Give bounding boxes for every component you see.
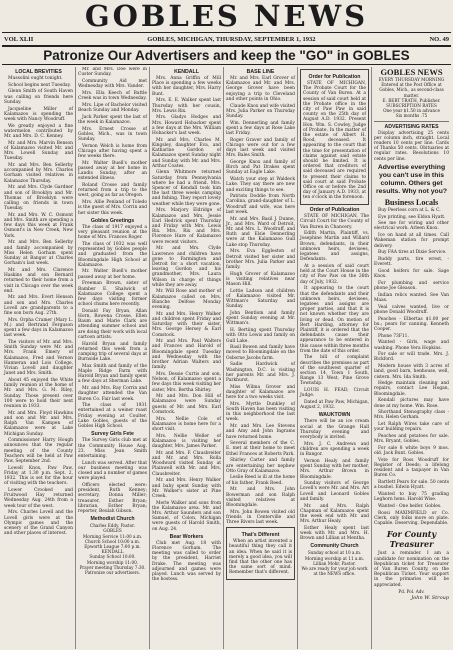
column-2-top-items bbox=[78, 67, 147, 216]
news-item: Mrs. Eva Eggleston of Detroit visited her sister and brother Mrs. Julia Parker and family. bbox=[226, 249, 295, 270]
news-item: Mrs. Allie Penland of Toledo is the guest of Mrs. Corrin and her sister this week. bbox=[78, 200, 147, 216]
news-item: Donald Fay Bryan, Allan Horn, Rowena Crosse, Ellen Baum and Marie Clark are attending summer school and are doing their work with local cartoon artists. bbox=[78, 308, 147, 340]
news-item: Commissioner Harry Hough announces that the regular meeting of the County Teachers will be held at Paw Paw, September 2nd. bbox=[4, 438, 73, 465]
news-item: Jacqueline Miller of Kalamazoo is spending the week with Nancy Woodruff. bbox=[4, 106, 73, 122]
news-item: Mr. and Mrs. John Bowerman and son Ralph visited relatives at Bloomingdale. bbox=[226, 487, 295, 508]
gobles-greetings-body bbox=[78, 225, 147, 430]
business-local-item: Buy FAA tires at Dixie Service. bbox=[378, 250, 447, 256]
news-item: Club met Aug. 18 with Florence Gorham. The meeting was called to order by the president, Harriet Drake. The meeting was adjourned and games were played. Lunch was served by the hostess. bbox=[152, 540, 221, 583]
thats-different-box bbox=[226, 527, 295, 580]
news-item: Mr. and Mrs. Charles M. Kingsley, daughter Eva, and Katharine Gordon of Kalamazoo spent Sunday night and Sunday with Mr. and Mrs. Arthur Coates. bbox=[152, 137, 221, 169]
news-item: Mr. and Mrs. Marvin Benson of Kalamazoo visited Mr. and Mrs. Lowell Sunday and Tuesday. bbox=[4, 140, 73, 162]
news-item: The visitors of Mr. and Mrs. Smith Sunday were Mr. and Mrs. Frank Emery of Kalamazoo, Fred and Vernon Hanneran and Lois College, Vivian Lovell and daughter Janet and Mrs. Smith. bbox=[4, 340, 73, 377]
business-local-item: Bartlett Pears for sale. 50 cents a bushel. Edwin Hyatt. bbox=[374, 480, 449, 491]
news-item: Mr. and Mrs. Ralph Chapman of Kalamazoo spent the week end with Mr. and Mrs. Arthur Healy. bbox=[300, 503, 369, 525]
wauktown-body bbox=[300, 419, 369, 541]
news-item: Jack Parker spent the last of the week in Kalamazoo. bbox=[78, 114, 147, 125]
column-4 bbox=[224, 67, 298, 649]
news-item: The class of 1931 entertained at a weiner roast Friday evening at Coulter, Lake Gobles, guests of the Gobles High School. bbox=[78, 403, 147, 430]
news-item: Patriots Doddie from North Carolina, grand-daughter of L. Woodruff and wife, was here last week. bbox=[226, 194, 295, 215]
dateline bbox=[2, 32, 451, 47]
kendall-body bbox=[152, 76, 221, 532]
news-item: Merle Walker and sons from the Kalamazoo area. Mr. and Mrs. Arthur Saunders and son Samuel, of Colon, Michigan were guests of Harold Smith, on Aug. 24. bbox=[152, 500, 221, 532]
news-item: Mr. and Mrs. F. Clausbreiter and Mr. and Mrs. Rolla Woodward visited Sunday at Plainwell with Mr. and Mrs. Clausbreiter. bbox=[152, 450, 221, 477]
news-item: The Survey Girls club met at the Community House Aug. 23. Miss Jean Smith entertaining. bbox=[78, 438, 147, 459]
bear-workers-body bbox=[152, 541, 221, 583]
business-local-item: Peaches - Elbertas $1.00 per bu.; pears for canning. Kenneth Cooper. bbox=[374, 316, 449, 332]
news-item: Max Smith and family of the Maple Ridge Farm with Harold Bryan and family spent a few days at Sherman Lake. bbox=[78, 363, 147, 385]
news-item: Shirley Carter and family are entertaining her nephew Otto Gray of Kalamazoo. bbox=[226, 458, 295, 474]
news-item: Mrs. John Bowen visited old friends in Centerville and Three Rivers last week. bbox=[226, 509, 295, 526]
business-local-item: Ruddy parts, tire wrest, - Everett. bbox=[374, 256, 449, 268]
candidate-signature: John W. Stroup bbox=[411, 595, 449, 602]
news-item: Mr. and Mrs. Earl Grover of Kalamazoo and Mr. and Mrs. George Grover have been enjoying a trip to Cleveland and other points in Ohio. bbox=[226, 76, 295, 102]
news-item: Leslie Reed is ill at the home of his father, Frank Reed. bbox=[226, 475, 295, 486]
news-item: Mrs. Nellie Cole of Kalamazoo is home here for a short visit. bbox=[152, 416, 221, 432]
business-local-item: Wanted - One heifer. Gobles. bbox=[378, 504, 442, 509]
news-item: About 45 enjoyed the White family reunion at the home of Mr. and Mrs. G. M. Riley, Sunday. Those present over 100 were to hold their next reunion in 1933. bbox=[4, 377, 73, 409]
business-local-item: Good heifers for sale. Sage Knox. bbox=[374, 268, 449, 280]
news-item: George Knox and family of Birch and Pat Drakes spent Sunday at Eagle Lake. bbox=[226, 160, 295, 176]
news-item: Mrs. J. C. Andrews and children are spending a week in Bangor. bbox=[300, 441, 369, 458]
survey-girls-heading: Survey Girls Fete bbox=[91, 431, 134, 438]
column-3 bbox=[150, 67, 224, 649]
news-item: Mrs. Ella Keech of Battle Creek was in town Wednesday. bbox=[78, 90, 147, 102]
masthead-line: Entered at the Post Office at Gobles, Mich., as second-class matter. bbox=[379, 82, 444, 98]
news-item: Mrs. Orpha Cramer (Mary L. M.) and Bertrand Ferguson spent a few days in Kalamazoo last week. bbox=[4, 317, 73, 339]
methodist-church-schedule bbox=[78, 523, 147, 575]
news-item: Mr. and Mrs. Henry Walker and children spent Friday and Saturday with their sister, Mrs. George Hersey & Earl Comstock. bbox=[152, 311, 221, 338]
county-treasurer-ad-heading: For County Treasurer bbox=[386, 529, 437, 550]
business-locals-body bbox=[374, 208, 449, 526]
business-local-item: For plumbing and service phone Joe Gleason. bbox=[374, 280, 449, 291]
news-item: Vernon Welch is home from Chicago after having spent a few weeks there. bbox=[78, 143, 147, 160]
paid-political-adv: Pd. Pol. Adv. bbox=[398, 589, 425, 595]
news-item: Mr. and Mrs. Basil J. Dunne, Jr., and Mrs. Ward of Detroit, Mr. and Mrs. L. Woodruff, and Ruth and Elsie Dennerling were at the Kalamazoo Gull Lake stop Thursday. bbox=[226, 216, 295, 248]
business-local-item: For sale 8 white boys 9 mos. old. Jack Bunt. Gobles. bbox=[374, 445, 449, 457]
gobles-greetings-heading: Gobles Greetings bbox=[90, 217, 135, 224]
news-item: Basil Bowen and family have moved to Bloomingdale on the Osborne Jacobs farm. bbox=[226, 345, 295, 361]
news-item: Mrs. E. E. Walker spent last Thursday with her cousin, Mrs. Lewis Rix. bbox=[152, 98, 221, 114]
news-item: Mr. and Mrs. Henry Walker and baby spent Sunday with Mr. Walker's sister at Pine Creek. bbox=[152, 478, 221, 499]
church-line: Morning worship 11:00. bbox=[86, 559, 139, 565]
slogan-banner: Patronize Our Advertisers and keep the "GO" in GOBLES bbox=[2, 47, 451, 65]
news-item: Mrs. Ernest Crosse of Gobles, Mich., was in town Sunday. bbox=[78, 126, 147, 142]
divider bbox=[374, 121, 449, 122]
order-for-publication-box bbox=[300, 69, 369, 205]
business-local-item: Wanted to buy 75 grading Leghorn hens. Harold Wise. bbox=[374, 492, 449, 503]
news-item: Lottie Ladson and children of Kalamazoo visited Mr. Wittman's Saturday and Sunday. bbox=[226, 288, 295, 310]
news-item: Glenn Whitmore returned Saturday from Pennsylvania where he had a friend. Mrs. Spencer of Kendall took him the last three weeks camping and fishing. They report lovely weather while they were gone. bbox=[152, 170, 221, 207]
news-item: Mr. and Mrs. Ben Sellerby and family accompanied by Miss Helen Gorham spent Sunday at Bangor at Charles Gorham's last week. bbox=[4, 240, 73, 267]
news-item: Esther Healy spent last week with Mr. and Mrs. H. Brown and Lillian at Mentha. bbox=[300, 525, 369, 542]
business-local-item: Kendall pictures may have done at my home. Wm. Rose. bbox=[374, 398, 449, 409]
news-item: Mr. and Mrs. Clarence Haskins and son Bernard returned to their home from a visit in Chicago over the week end. bbox=[4, 267, 73, 294]
news-item: The class of 1917 enjoyed a very pleasant reunion at the home of Mrs. Frances Roger. bbox=[78, 224, 147, 241]
news-item: Freeman Brown, sister of Bamber E. Shalwick of Kalamazoo College spent a few days visiting former school chums here recently. bbox=[78, 281, 147, 308]
church-line: Church School 10:00 a.m. bbox=[84, 538, 141, 544]
church-line: Morning worship at 11 a.m. bbox=[304, 555, 365, 561]
legal-item: Edith Martin, Plaintiff, vs. Josephine Martin and Willard Brown, defendants, in their unknown heirs, devisees, legatees and assigns, Defendants. bbox=[300, 231, 369, 263]
news-item: Watch your step at Waldeck Lake. They say there are new and exciting things to see. bbox=[226, 177, 295, 193]
business-local-item: See me for wiring and other electrical work. Arleen Knox. bbox=[374, 221, 449, 232]
business-local-item: Let Ralph Wires take care of your building repairs. bbox=[374, 422, 449, 433]
masthead-line: E. BERT TRATH, Publisher. bbox=[382, 97, 441, 103]
church-line: Charles Eddy, Pastor. bbox=[90, 523, 135, 529]
masthead-line: EVERY THURSDAY MORNING bbox=[378, 77, 445, 82]
news-item: Lowell Knox, Paw Paw, Friday at 1.30 p.m. Sept. 2, 1932. This is set for the hour of visiting with the teachers. bbox=[4, 465, 73, 487]
wauktown-heading: WAUKTOWN bbox=[318, 412, 351, 419]
news-item: Mr. and Mrs. Evert Henson and son and Mrs. Charles Lovell are grandparents to a fine son born Aug. 27th. bbox=[4, 295, 73, 317]
news-item: Mr. and Mrs. Clyde Lawrence and children have gone to Farmington and Detroit for a short vacation, leaving Gordon and his grandmother, Mrs. Laura Wilson in charge of things while they are away. bbox=[152, 246, 221, 288]
news-item: Mrs. Charles Lovell and the Lovell girls were at the Olympic games and the scenery of the Grand Canyon and other places of interest. bbox=[4, 510, 73, 537]
news-item: Roger Graver and family of Chicago were out for a few days last week and visited Mrs. Bales Smith. bbox=[226, 137, 295, 159]
legal-item: At a session of said court held at the Court House in the city of Paw Paw on the 26th day of July, 1932. bbox=[300, 264, 369, 285]
news-item: Mrs. Marjory Eldridge of Kalamazoo and Mrs. Jessie Earl Hedrick spent Thursday and Friday with Mrs. Lewis Rix. Mrs. Rix and Mrs. Florence Hare of Kalamazoo were recent visitors. bbox=[152, 208, 221, 245]
news-item: Mr. and Mrs. Clyde Gardner and son of Brooklyn and Mr. Thomas of Brooklyn were calling on friends in town Tuesday. bbox=[4, 185, 73, 212]
community-church-schedule bbox=[300, 550, 369, 576]
business-local-item: For sale or will trade. Mrs. J. Bickford. bbox=[374, 352, 449, 363]
business-local-item: Hedge maintain cleaning and repairs, contact Lee Hogan, Bloomingdale. bbox=[374, 381, 449, 397]
article-columns bbox=[2, 67, 451, 649]
news-item: Mr. and Mrs. Floyd Hawkins and son and Mr. and Mrs. Ralph Van Kampen of Kalamazoo were at Lake Michigan Sunday. bbox=[4, 410, 73, 437]
news-item: Community Aid met Wednesday with Mrs. Vander. bbox=[78, 78, 147, 90]
news-item: Mrs. Nellie Weller of Kalamazoo is visiting her daughter, Mrs. James Parker. bbox=[152, 433, 221, 450]
column-5 bbox=[298, 67, 372, 649]
news-item: Harold Bryan and family returned this week from a camping trip of several days at Burnside Lake. bbox=[78, 341, 148, 363]
news-item: Mrs. Lipe of Bachelor visited Beach Sunday and Monday. bbox=[78, 102, 147, 113]
news-item: Vernon Healy and family spent Sunday with her mother, Mrs. Arthur Brown in Bloomingdale. bbox=[300, 458, 369, 480]
column-6 bbox=[372, 67, 451, 649]
order-of-publication-body bbox=[300, 214, 369, 410]
issue-number: NO. 49 bbox=[429, 35, 449, 43]
legal-item: STATE OF MICHIGAN, The Circuit Court for the County of Van Buren in Chancery. bbox=[300, 214, 369, 230]
business-local-item: Peaches and potatoes for sale. Mrs. Bryant, Gobles. bbox=[374, 434, 449, 445]
news-item: Mr. and Mrs. Don Hill of Kalamazoo were Sunday guests of Mr. and Mrs. Earl Comstock. bbox=[152, 394, 221, 415]
news-item: Claude Knox and wife visited Mrs. Julia Parker on Thursday Sunday. bbox=[226, 103, 295, 119]
thats-different-heading: That's Different bbox=[241, 532, 280, 539]
news-item: Lunch was served. After that our business meeting was closed and a number of games were played. bbox=[78, 460, 147, 482]
church-line: We are ready for your job work at the NEWS office. bbox=[301, 566, 368, 577]
church-line: Sunday School 10:00. bbox=[89, 554, 136, 560]
masthead bbox=[0, 0, 453, 33]
news-item: Hugh Grover of Kalamazoo is visiting relatives near Mason Hill. bbox=[226, 271, 295, 288]
base-line-heading: BASE LINE bbox=[246, 69, 275, 75]
news-item: Sunday visitors of George Lovell's were Mr. and Mrs. Art Lovell and Leonard Gobles and family. bbox=[300, 481, 369, 502]
church-line: Epworth League 7:00 p.m. bbox=[84, 543, 141, 549]
masthead-line: One year $1.50 in advance bbox=[383, 108, 440, 114]
news-item: Mr. and Mrs. Doe were in Custer Sunday. bbox=[78, 67, 147, 78]
advertising-rates-heading: ADVERTISING RATES bbox=[384, 123, 439, 130]
news-item: Mr. Walter Buell's mother passed away at her home. bbox=[78, 269, 147, 280]
business-local-item: Ice on hand at all times. Call Wakeman station for prompt delivery. bbox=[374, 233, 449, 249]
church-line: GOBLES bbox=[103, 528, 122, 534]
church-line: Sunday school at 10 a.m. bbox=[307, 550, 362, 556]
church-line: KENDALL bbox=[101, 549, 124, 555]
business-local-item: Buy Peerless corn at L. & C. bbox=[378, 207, 441, 213]
order-for-publication-text: STATE OF MICHIGAN, The Probate Court for the County of Van Buren. At a session of said court held at the Probate office in the city of Paw Paw in said county on the 25th day of August A.D. 1932. Present Hon. Wm. S. Cowley, Judge of Probate. In the matter of the estate of Albert H. Rood, deceased. It appearing to the court that the time for presentation of claims against said estate should be limited. It is ordered that creditors of said deceased are required to present their claims to said court at said Probate Office on or before the 2nd day of January A.D. 1933, at ten o'clock in the forenoon. bbox=[303, 81, 366, 201]
news-item: Mr. and Mrs. Lee Stevens and Amy and John Ingrams have returned home. bbox=[226, 424, 295, 440]
news-item: Sadie Hardwick of Washington, D.C. is visiting her parents Mr. and Mrs. J. Parkhurst. bbox=[226, 362, 295, 383]
local-brevities-heading: LOCAL BREVITIES bbox=[15, 69, 62, 75]
thats-different-text: When an artist invented a beautiful thing they call it an idea. When he said it is merely a good idea, you will find that the other one has the same sort of mind. Remember that's different. bbox=[229, 539, 292, 576]
church-line: Lillian Mohr, Pastor. bbox=[313, 560, 356, 566]
community-church-heading: Community Church bbox=[310, 543, 359, 550]
newspaper-title: GOBLES NEWS bbox=[84, 0, 369, 33]
news-item: Mrs. Dessie Curtis and son, Nelson, of Kalamazoo spent a few days this week visiting her sister, Mrs. Bertha Shirley. bbox=[152, 371, 221, 393]
small-masthead-lines bbox=[374, 77, 449, 119]
volume-label: VOL XLII bbox=[4, 35, 34, 43]
business-local-item: Indian relics wanted. See Van Maas. bbox=[374, 292, 449, 303]
advertise-promo: Advertise everything you can't use in this column. Others get results. Why not you? bbox=[376, 163, 447, 195]
masthead-line: SUBSCRIPTION RATES bbox=[386, 103, 437, 109]
news-item: John Bentlom and family spent Sunday evening at Mr. Wittman's. bbox=[226, 311, 295, 327]
news-item: Roland Crosse and family returned from a trip to the west, going as far as Oregon. bbox=[78, 183, 147, 199]
news-item: Mrs. Myrtle Dunkley of South Haven has been visiting in this neighborhood the last week. bbox=[226, 401, 295, 423]
news-item: Mr. and Mrs. Ray Corrin and daughter attended the Van Buren Co. Fair last week. bbox=[78, 386, 147, 402]
order-for-publication-heading: Order for Publication bbox=[308, 74, 361, 80]
news-item: Mrs. Anna Griffin of Mill Place is spending a few weeks with her daughter, Mrs. Harry Bunt. bbox=[152, 76, 221, 97]
business-local-item: Eye printing, see Eldon Hyatt. bbox=[378, 214, 446, 220]
survey-girls-body bbox=[78, 438, 147, 514]
church-line: Morning Service 11:00 a.m. bbox=[82, 533, 143, 539]
news-item: There will be an ice cream social at the Grange Hall Thursday evening and everybody is invited. bbox=[300, 419, 369, 441]
news-item: Wm. Dennerling and family spent a few days at Rose Lake last Friday. bbox=[226, 120, 295, 137]
base-line-body bbox=[226, 76, 295, 525]
business-local-item: Modern house with 3 acres of land, good barn, henhouse, well, cistern. Mrs. Ida Smith. bbox=[374, 364, 449, 380]
small-masthead-title: GOBLES NEWS bbox=[380, 67, 443, 77]
church-line: Prayer meeting Thursday 7:30. bbox=[79, 564, 146, 570]
news-item: Mr. and Mrs. W. C. Osmont and Mrs. Smith are spending a few days this week at Frank Osmont's in New Creek, New York. bbox=[4, 212, 73, 239]
date-label: GOBLES, MICHIGAN, THURSDAY, SEPTEMBER 1, 1932 bbox=[147, 35, 316, 43]
news-item: Mr. and Mrs. Ben Sellerby accompanied by Mrs. Charles Gorham visited relatives in Kalamazoo Thursday. bbox=[4, 163, 73, 184]
news-item: Mrs. Gladys Hodges and Mrs. Howard Hobacker spent a few days at the Mrs. William Hobacker's last week. bbox=[152, 115, 221, 137]
news-item: Lower Crooked and Fruitwood Hay returned Wednesday Aug. 24th from a week tour of the west. bbox=[4, 488, 73, 509]
news-item: Officers elected were: president, Ruth Kenney; secretary, Donna Miller; treasurer, Esther Bryan; librarian, Esther Bryan; reporter, Beulah Gibson. bbox=[78, 482, 147, 514]
news-item: Mr. Walter Buell's mother passed away at her home in Landis Sunday, after an extended illness. bbox=[78, 160, 147, 182]
column-2 bbox=[76, 67, 150, 649]
news-item: School begins next Tuesday. bbox=[8, 82, 71, 88]
local-brevities-body bbox=[4, 76, 73, 536]
church-line: Patronize our advertisers. bbox=[84, 569, 141, 575]
news-item: We greatly enjoyed a fine watermelon contributed by Mr. and Mrs. D. C. Kenney. bbox=[4, 123, 73, 140]
advertising-rates-text: Display advertising 25 cents per column inch, straight. Local readers 10 cents per line. Cards of Thanks 50 cents. Obituaries at regular rates. Resolutions 10 cents per line. bbox=[374, 130, 449, 162]
methodist-church-heading: Methodist Church bbox=[90, 516, 135, 523]
news-item: Several members of the C. E. met at their home to meet Ethel Frances at Roberts Park. bbox=[226, 441, 295, 457]
legal-item: Dated at Paw Paw, Michigan, August 2, 1932. bbox=[300, 400, 369, 411]
bear-workers-heading: Bear Workers bbox=[169, 533, 204, 540]
business-locals-heading: Business Locals bbox=[384, 197, 439, 207]
masthead-line: Six months .75 bbox=[395, 113, 428, 119]
column-1 bbox=[2, 67, 76, 649]
legal-item: The bill of complaint describes the premises as part of the southwest quarter of section 14, Town 1 South, Range 13 West, Pine Grove Township. bbox=[300, 355, 369, 387]
news-item: Mr. and Mrs. Paul Walters and Frances and Harold of Bloomingdale spent Tuesday and Wednesday with the brother Adrian Walters and family. bbox=[152, 339, 221, 371]
legal-item: LOUIS H. FEAD, Circuit Judge. bbox=[300, 388, 369, 399]
legal-item: It appearing to the court that the defendants and their unknown heirs, devisees, legatees and assigns are proper parties, and that it is not known whether they are living or dead. On motion of Bert Harding, attorney for Plaintiff, it is ordered that the defendants cause their appearance to be entered in this cause within three months from the date of this order. bbox=[300, 286, 369, 354]
news-item: Mr. Will Rose and mother of Kalamazoo called on Mrs. Blanche Delfose Monday evening. bbox=[152, 289, 221, 311]
news-item: Mussolini ought tonight. bbox=[8, 76, 63, 81]
business-local-item: Veal calves wanted, live or phone Donald Woodruff. bbox=[374, 304, 449, 315]
business-local-item: Phone 73F11. bbox=[378, 333, 409, 339]
news-item: H. Bertiing spent Thursday with Otto Lewis and family on Gull Lake. bbox=[226, 328, 295, 344]
business-local-item: Vote for Ross Woodruff for Register of Deeds; a lifelong resident and a taxpayer in Van Buren Co. bbox=[374, 457, 449, 479]
news-item: Glenn Smith of South Haven was calling on friends here Sunday. bbox=[4, 89, 73, 105]
order-of-publication-heading: Order of Publication bbox=[309, 207, 360, 214]
county-treasurer-ad-text: Just a reminder. I am a candidate for nomination on the Republican ticket for Treasurer of Van Buren County, on the Republican Ticket. Your support in the primaries will be appreciated. bbox=[374, 551, 449, 588]
business-local-item: Wanted - Girls, wage and washing. Phone Vera Hopkins. bbox=[374, 340, 449, 351]
kendall-heading: KENDALL bbox=[174, 69, 199, 75]
business-local-item: Rossi MAXIMFIELD or Co. Clerk, only folks more on plate. Capable. Deserving. Dependable. bbox=[374, 510, 449, 527]
news-item: The class of 1932 was well represented by Gobles people and graduated from the Bloomingdale High School at Kalamazoo. bbox=[78, 241, 147, 268]
news-item: Miss Wilma Grover and daughter of Kalamazoo are here for a two weeks visit. bbox=[226, 384, 295, 401]
business-local-item: Shorthand Stenography class - Mrs. Helen Gorham. bbox=[374, 410, 449, 421]
